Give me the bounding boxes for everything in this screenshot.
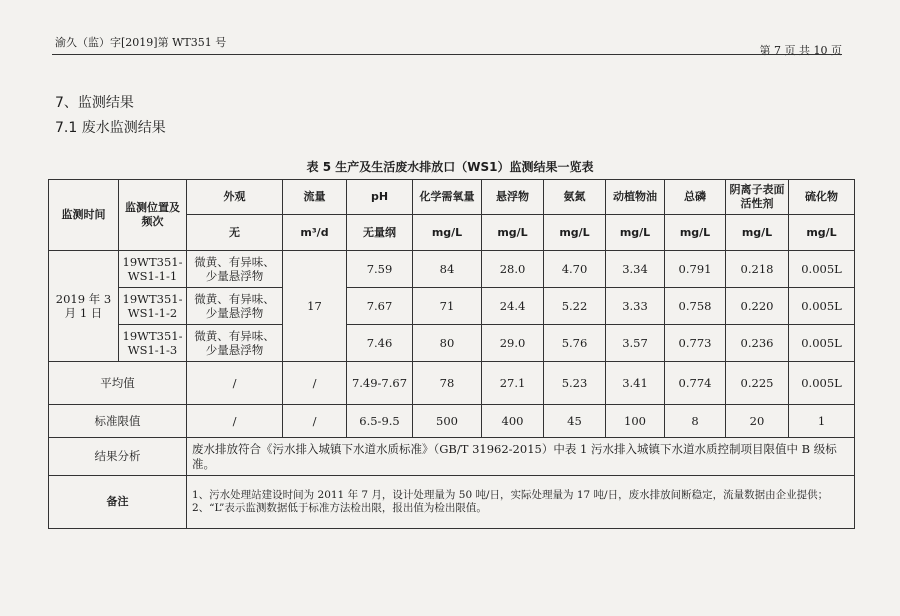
appearance-value: 微黄、有异味、少量悬浮物 [187,288,283,325]
remarks-row [49,476,855,529]
cod-value: 80 [413,325,482,362]
cod-value: 500 [413,405,482,438]
ss-value: 24.4 [482,288,544,325]
remarks-text [187,476,855,529]
sulfide-value: 1 [789,405,855,438]
cod-value: 78 [413,362,482,405]
sulfide-value: 0.005L [789,251,855,288]
ph-value: 7.59 [347,251,413,288]
unit-sulfide: mg/L [789,215,855,251]
header-cod: 化学需氧量 [413,180,482,215]
tp-value: 0.774 [665,362,726,405]
table-caption: 表 5 生产及生活废水排放口（WS1）监测结果一览表 [306,160,594,174]
header-tp: 总磷 [665,180,726,215]
las-value: 0.236 [726,325,789,362]
oil-value: 100 [606,405,665,438]
nh3n-value: 4.70 [544,251,606,288]
unit-nh3n: mg/L [544,215,606,251]
remark-1: 1、污水处理站建设时间为 2011 年 7 月，设计处理量为 50 吨/日，实际处理量为 17 吨/日，废水排放间断稳定，流量数据由企业提供； [192,488,829,501]
header-ss: 悬浮物 [482,180,544,215]
unit-ph: 无量纲 [347,215,413,251]
unit-appearance: 无 [187,215,283,251]
header-sulfide: 硫化物 [789,180,855,215]
header-time: 监测时间 [49,180,119,251]
tp-value: 0.758 [665,288,726,325]
ph-value: 7.67 [347,288,413,325]
oil-value: 3.57 [606,325,665,362]
ph-value: 6.5-9.5 [347,405,413,438]
oil-value: 3.34 [606,251,665,288]
header-appearance: 外观 [187,180,283,215]
ss-value: 28.0 [482,251,544,288]
header-row [49,180,855,215]
analysis-text: 废水排放符合《污水排入城镇下水道水质标准》（GB/T 31962-2015）中表 1 污水排入城镇下水道水质控制项目限值中 B 级标准。 [187,438,855,476]
unit-cod: mg/L [413,215,482,251]
ph-value: 7.49-7.67 [347,362,413,405]
sulfide-value: 0.005L [789,325,855,362]
ss-value: 400 [482,405,544,438]
section-heading: 7、监测结果 [55,95,134,111]
tp-value: 0.791 [665,251,726,288]
unit-ss: mg/L [482,215,544,251]
header-divider [52,54,842,55]
las-value: 20 [726,405,789,438]
appearance-value: / [187,405,283,438]
table-row [49,251,855,288]
analysis-label: 结果分析 [49,438,187,476]
unit-flow: m³/d [283,215,347,251]
tp-value: 8 [665,405,726,438]
appearance-value: 微黄、有异味、少量悬浮物 [187,251,283,288]
cod-value: 71 [413,288,482,325]
header-ph: pH [347,180,413,215]
analysis-row [49,438,855,476]
unit-las: mg/L [726,215,789,251]
unit-tp: mg/L [665,215,726,251]
header-las: 阴离子表面活性剂 [726,180,789,215]
sulfide-value: 0.005L [789,362,855,405]
flow-value: / [283,405,347,438]
ph-value: 7.46 [347,325,413,362]
remark-2: 2、“L”表示监测数据低于标准方法检出限，报出值为检出限值。 [192,502,487,514]
unit-oil: mg/L [606,215,665,251]
oil-value: 3.33 [606,288,665,325]
sample-id: 19WT351-WS1-1-3 [119,325,187,362]
nh3n-value: 5.22 [544,288,606,325]
header-location: 监测位置及频次 [119,180,187,251]
nh3n-value: 45 [544,405,606,438]
sulfide-value: 0.005L [789,288,855,325]
header-oil: 动植物油 [606,180,665,215]
las-value: 0.218 [726,251,789,288]
limit-row [49,405,855,438]
page-indicator: 第 7 页 共 10 页 [759,44,842,57]
subsection-heading: 7.1 废水监测结果 [55,120,166,136]
tp-value: 0.773 [665,325,726,362]
nh3n-value: 5.23 [544,362,606,405]
sample-id: 19WT351-WS1-1-1 [119,251,187,288]
appearance-value: 微黄、有异味、少量悬浮物 [187,325,283,362]
limit-label: 标准限值 [49,405,187,438]
cod-value: 84 [413,251,482,288]
results-table [48,179,855,529]
sample-id: 19WT351-WS1-1-2 [119,288,187,325]
appearance-value: / [187,362,283,405]
oil-value: 3.41 [606,362,665,405]
flow-value: / [283,362,347,405]
header-flow: 流量 [283,180,347,215]
average-row [49,362,855,405]
nh3n-value: 5.76 [544,325,606,362]
table-row [49,325,855,362]
average-label: 平均值 [49,362,187,405]
report-number: 渝久（监）字[2019]第 WT351 号 [55,36,227,49]
header-nh3n: 氨氮 [544,180,606,215]
ss-value: 29.0 [482,325,544,362]
sampling-date: 2019 年 3 月 1 日 [49,251,119,362]
las-value: 0.220 [726,288,789,325]
remarks-label: 备注 [49,476,187,529]
flow-value: 17 [283,251,347,362]
las-value: 0.225 [726,362,789,405]
ss-value: 27.1 [482,362,544,405]
table-row [49,288,855,325]
